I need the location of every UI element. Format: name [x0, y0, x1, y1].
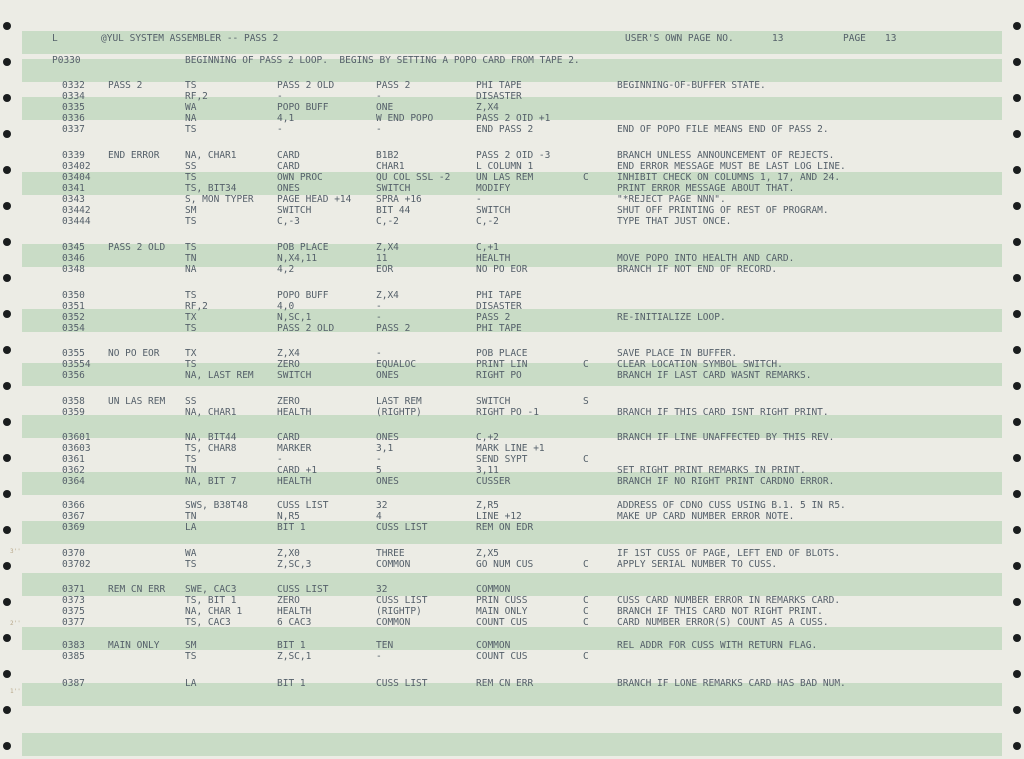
- address-field: C,-3: [277, 216, 300, 227]
- operand-field: C,-2: [376, 216, 399, 227]
- operand-field: CUSS LIST: [376, 678, 428, 689]
- operand-field: -: [376, 124, 382, 135]
- target-field: PHI TAPE: [476, 80, 522, 91]
- address-field: Z,X4: [277, 348, 300, 359]
- target-field: UN LAS REM: [476, 172, 534, 183]
- remark-comment: REL ADDR FOR CUSS WITH RETURN FLAG.: [617, 640, 818, 651]
- listing-line: [0, 522, 1024, 534]
- address-field: BIT 1: [277, 640, 306, 651]
- owner-page-label: USER'S OWN PAGE NO.: [625, 33, 734, 44]
- remark-comment: SAVE PLACE IN BUFFER.: [617, 348, 738, 359]
- operation: SS: [185, 161, 197, 172]
- line-number: 0371: [62, 584, 85, 595]
- listing-line: [0, 407, 1024, 419]
- target-field: PASS 2 OID +1: [476, 113, 551, 124]
- operand-field: 4: [376, 511, 382, 522]
- operation: TS: [185, 172, 197, 183]
- green-bar: [22, 733, 1002, 756]
- remark-comment: RE-INITIALIZE LOOP.: [617, 312, 726, 323]
- target-field: C,-2: [476, 216, 499, 227]
- listing-line: [0, 559, 1024, 571]
- target-field: Z,X4: [476, 102, 499, 113]
- target-field: Z,X5: [476, 548, 499, 559]
- line-number: 0361: [62, 454, 85, 465]
- line-number: 03404: [62, 172, 91, 183]
- remark-comment: INHIBIT CHECK ON COLUMNS 1, 17, AND 24.: [617, 172, 841, 183]
- location-tag: PASS 2 OLD: [108, 242, 166, 253]
- operand-field: THREE: [376, 548, 405, 559]
- address-field: CARD: [277, 150, 300, 161]
- operation: TS: [185, 216, 197, 227]
- operation: NA: [185, 113, 197, 124]
- operation: TS: [185, 242, 197, 253]
- line-number: 03603: [62, 443, 91, 454]
- address-field: CARD: [277, 432, 300, 443]
- target-field: PRINT LIN: [476, 359, 528, 370]
- address-field: BIT 1: [277, 522, 306, 533]
- address-field: -: [277, 91, 283, 102]
- operation: SS: [185, 396, 197, 407]
- address-field: SWITCH: [277, 370, 312, 381]
- target-field: RIGHT PO -1: [476, 407, 539, 418]
- target-field: C,+1: [476, 242, 499, 253]
- line-number: 03442: [62, 205, 91, 216]
- operation: WA: [185, 102, 197, 113]
- line-number: 03444: [62, 216, 91, 227]
- operation: TS: [185, 323, 197, 334]
- listing-line: [0, 476, 1024, 488]
- remark-comment: BRANCH IF NO RIGHT PRINT CARDNO ERROR.: [617, 476, 835, 487]
- line-number: 0343: [62, 194, 85, 205]
- target-field: CUSSER: [476, 476, 511, 487]
- line-number: 0383: [62, 640, 85, 651]
- operation: NA, CHAR1: [185, 407, 237, 418]
- location-tag: PASS 2: [108, 80, 143, 91]
- listing-line: [0, 216, 1024, 228]
- feed-hole: [3, 382, 11, 390]
- address-field: Z,SC,1: [277, 651, 312, 662]
- operand-field: 32: [376, 500, 388, 511]
- feed-hole: [1013, 418, 1021, 426]
- margin-mark: 2'': [10, 620, 21, 627]
- operand-field: BIT 44: [376, 205, 411, 216]
- remark-comment: MOVE POPO INTO HEALTH AND CARD.: [617, 253, 795, 264]
- operation: TS: [185, 454, 197, 465]
- feed-hole: [3, 670, 11, 678]
- owner-page-number: 13: [772, 33, 784, 44]
- target-field: -: [476, 194, 482, 205]
- line-number: 0385: [62, 651, 85, 662]
- address-field: SWITCH: [277, 205, 312, 216]
- line-number: 03402: [62, 161, 91, 172]
- flag-column: C: [583, 359, 589, 370]
- operation: TS: [185, 359, 197, 370]
- remark-comment: SET RIGHT PRINT REMARKS IN PRINT.: [617, 465, 806, 476]
- target-field: PHI TAPE: [476, 323, 522, 334]
- remark-comment: BRANCH IF LINE UNAFFECTED BY THIS REV.: [617, 432, 835, 443]
- line-number: 0375: [62, 606, 85, 617]
- operation: NA, CHAR 1: [185, 606, 243, 617]
- target-field: NO PO EOR: [476, 264, 528, 275]
- operand-field: ONES: [376, 432, 399, 443]
- operand-field: Z,X4: [376, 290, 399, 301]
- address-field: HEALTH: [277, 407, 312, 418]
- remark-comment: ADDRESS OF CDNO CUSS USING B.1. 5 IN R5.: [617, 500, 846, 511]
- flag-column: C: [583, 651, 589, 662]
- operation: WA: [185, 548, 197, 559]
- address-field: 4,2: [277, 264, 295, 275]
- address-field: ZERO: [277, 595, 300, 606]
- flag-column: C: [583, 595, 589, 606]
- line-number: 0377: [62, 617, 85, 628]
- operand-field: -: [376, 454, 382, 465]
- remark-comment: BRANCH IF LONE REMARKS CARD HAS BAD NUM.: [617, 678, 846, 689]
- feed-hole: [3, 742, 11, 750]
- target-field: Z,R5: [476, 500, 499, 511]
- operand-field: B1B2: [376, 150, 399, 161]
- address-field: OWN PROC: [277, 172, 323, 183]
- line-number: 0334: [62, 91, 85, 102]
- page-number: 13: [885, 33, 897, 44]
- address-field: HEALTH: [277, 476, 312, 487]
- address-field: -: [277, 124, 283, 135]
- operand-field: -: [376, 91, 382, 102]
- line-number: 0373: [62, 595, 85, 606]
- target-field: GO NUM CUS: [476, 559, 534, 570]
- remark-comment: PRINT ERROR MESSAGE ABOUT THAT.: [617, 183, 795, 194]
- line-number: 0337: [62, 124, 85, 135]
- target-field: PASS 2: [476, 312, 511, 323]
- operand-field: TEN: [376, 640, 394, 651]
- address-field: CUSS LIST: [277, 500, 329, 511]
- target-field: RIGHT PO: [476, 370, 522, 381]
- target-field: COUNT CUS: [476, 651, 528, 662]
- line-number: 0351: [62, 301, 85, 312]
- operation: TS: [185, 651, 197, 662]
- line-number: 0345: [62, 242, 85, 253]
- operand-field: -: [376, 312, 382, 323]
- line-number: 0352: [62, 312, 85, 323]
- location-tag: END ERROR: [108, 150, 160, 161]
- margin-mark: 1'': [10, 688, 21, 695]
- operation: NA, BIT 7: [185, 476, 237, 487]
- flag-column: C: [583, 606, 589, 617]
- line-number: 0367: [62, 511, 85, 522]
- address-field: PASS 2 OLD: [277, 323, 335, 334]
- line-number: 0387: [62, 678, 85, 689]
- operation: TN: [185, 253, 197, 264]
- operation: SM: [185, 205, 197, 216]
- operation: TS: [185, 124, 197, 135]
- feed-hole: [1013, 490, 1021, 498]
- operand-field: 3,1: [376, 443, 394, 454]
- feed-hole: [1013, 22, 1021, 30]
- target-field: SWITCH: [476, 396, 511, 407]
- remark-comment: BRANCH IF LAST CARD WASNT REMARKS.: [617, 370, 812, 381]
- operation: S, MON TYPER: [185, 194, 254, 205]
- operation: LA: [185, 678, 197, 689]
- remark-comment: CARD NUMBER ERROR(S) COUNT AS A CUSS.: [617, 617, 829, 628]
- operation: NA, BIT44: [185, 432, 237, 443]
- paragraph-comment: [0, 55, 1024, 67]
- address-field: BIT 1: [277, 678, 306, 689]
- target-field: POB PLACE: [476, 348, 528, 359]
- line-number: 03601: [62, 432, 91, 443]
- address-field: HEALTH: [277, 606, 312, 617]
- operation: TS: [185, 290, 197, 301]
- location-tag: MAIN ONLY: [108, 640, 160, 651]
- operand-field: LAST REM: [376, 396, 422, 407]
- flag-column: C: [583, 617, 589, 628]
- operand-field: (RIGHTP): [376, 606, 422, 617]
- target-field: MARK LINE +1: [476, 443, 545, 454]
- line-number: 0348: [62, 264, 85, 275]
- line-number: 0366: [62, 500, 85, 511]
- address-field: N,SC,1: [277, 312, 312, 323]
- operation: TS: [185, 559, 197, 570]
- remark-comment: BRANCH IF THIS CARD ISNT RIGHT PRINT.: [617, 407, 829, 418]
- operand-field: -: [376, 301, 382, 312]
- line-number: 0358: [62, 396, 85, 407]
- target-field: PHI TAPE: [476, 290, 522, 301]
- remark-comment: END OF POPO FILE MEANS END OF PASS 2.: [617, 124, 829, 135]
- operand-field: -: [376, 348, 382, 359]
- remark-comment: IF 1ST CUSS OF PAGE, LEFT END OF BLOTS.: [617, 548, 841, 559]
- flag-column: C: [583, 559, 589, 570]
- target-field: L COLUMN 1: [476, 161, 534, 172]
- listing-line: [0, 323, 1024, 335]
- remark-comment: BEGINNING-OF-BUFFER STATE.: [617, 80, 766, 91]
- operation: TX: [185, 312, 197, 323]
- operation: TS, BIT 1: [185, 595, 237, 606]
- line-number: 0364: [62, 476, 85, 487]
- operand-field: EOR: [376, 264, 394, 275]
- line-number: 0336: [62, 113, 85, 124]
- listing-line: [0, 370, 1024, 382]
- address-field: ZERO: [277, 359, 300, 370]
- remark-comment: "*REJECT PAGE NNN".: [617, 194, 726, 205]
- operation: TS: [185, 80, 197, 91]
- address-field: POPO BUFF: [277, 290, 329, 301]
- line-number: 0362: [62, 465, 85, 476]
- target-field: SEND SYPT: [476, 454, 528, 465]
- line-number: 0332: [62, 80, 85, 91]
- page-header: [0, 33, 1024, 45]
- listing-line: [0, 651, 1024, 663]
- address-field: CUSS LIST: [277, 584, 329, 595]
- line-number: 0355: [62, 348, 85, 359]
- address-field: POPO BUFF: [277, 102, 329, 113]
- operand-field: Z,X4: [376, 242, 399, 253]
- operand-field: ONE: [376, 102, 394, 113]
- target-field: REM CN ERR: [476, 678, 534, 689]
- address-field: Z,SC,3: [277, 559, 312, 570]
- address-field: CARD +1: [277, 465, 318, 476]
- operation: TN: [185, 511, 197, 522]
- line-number: 0359: [62, 407, 85, 418]
- assembler-title: @YUL SYSTEM ASSEMBLER -- PASS 2: [101, 33, 279, 44]
- address-field: ONES: [277, 183, 300, 194]
- operation: NA, LAST REM: [185, 370, 254, 381]
- line-number: 0369: [62, 522, 85, 533]
- operand-field: CUSS LIST: [376, 522, 428, 533]
- listing-line: [0, 264, 1024, 276]
- target-field: MAIN ONLY: [476, 606, 528, 617]
- operand-field: PASS 2: [376, 80, 411, 91]
- remark-comment: APPLY SERIAL NUMBER TO CUSS.: [617, 559, 778, 570]
- operation: TN: [185, 465, 197, 476]
- location-tag: NO PO EOR: [108, 348, 160, 359]
- feed-hole: [1013, 382, 1021, 390]
- page-label: PAGE: [843, 33, 866, 44]
- operand-field: SWITCH: [376, 183, 411, 194]
- operation: SM: [185, 640, 197, 651]
- address-field: 4,0: [277, 301, 295, 312]
- operand-field: EQUALOC: [376, 359, 417, 370]
- operand-field: 11: [376, 253, 388, 264]
- operand-field: 5: [376, 465, 382, 476]
- line-number: 03702: [62, 559, 91, 570]
- listing-line: [0, 124, 1024, 136]
- target-field: C,+2: [476, 432, 499, 443]
- flag-column: C: [583, 454, 589, 465]
- target-field: COMMON: [476, 640, 511, 651]
- operand-field: CHAR1: [376, 161, 405, 172]
- feed-hole: [1013, 706, 1021, 714]
- operation: RF,2: [185, 301, 208, 312]
- remark-comment: BRANCH IF THIS CARD NOT RIGHT PRINT.: [617, 606, 823, 617]
- remark-comment: CUSS CARD NUMBER ERROR IN REMARKS CARD.: [617, 595, 841, 606]
- line-number: 0354: [62, 323, 85, 334]
- target-field: REM ON EDR: [476, 522, 534, 533]
- line-number: 0350: [62, 290, 85, 301]
- paragraph-text: BEGINNING OF PASS 2 LOOP. BEGINS BY SETTING A POPO CARD FROM TAPE 2.: [185, 55, 580, 66]
- feed-hole: [3, 490, 11, 498]
- feed-hole: [1013, 670, 1021, 678]
- feed-hole: [3, 418, 11, 426]
- remark-comment: BRANCH IF NOT END OF RECORD.: [617, 264, 778, 275]
- operation: SWE, CAC3: [185, 584, 237, 595]
- operation: TX: [185, 348, 197, 359]
- operand-field: SPRA +16: [376, 194, 422, 205]
- listing-line: [0, 678, 1024, 690]
- remark-comment: SHUT OFF PRINTING OF REST OF PROGRAM.: [617, 205, 829, 216]
- operation: TS, CHAR8: [185, 443, 237, 454]
- line-number: 0346: [62, 253, 85, 264]
- operation: SWS, B38T48: [185, 500, 248, 511]
- feed-hole: [3, 706, 11, 714]
- operand-field: (RIGHTP): [376, 407, 422, 418]
- target-field: DISASTER: [476, 91, 522, 102]
- address-field: PASS 2 OLD: [277, 80, 335, 91]
- flag-column: C: [583, 172, 589, 183]
- header-mark: L: [52, 33, 58, 44]
- address-field: N,X4,11: [277, 253, 318, 264]
- remark-comment: MAKE UP CARD NUMBER ERROR NOTE.: [617, 511, 795, 522]
- target-field: SWITCH: [476, 205, 511, 216]
- line-number: 03554: [62, 359, 91, 370]
- line-number: 0335: [62, 102, 85, 113]
- target-field: PRIN CUSS: [476, 595, 528, 606]
- target-field: COUNT CUS: [476, 617, 528, 628]
- margin-mark: 3'': [10, 548, 21, 555]
- feed-hole: [3, 22, 11, 30]
- remark-comment: BRANCH UNLESS ANNOUNCEMENT OF REJECTS.: [617, 150, 835, 161]
- listing-line: [0, 617, 1024, 629]
- operand-field: QU COL SSL -2: [376, 172, 451, 183]
- operation: RF,2: [185, 91, 208, 102]
- address-field: -: [277, 454, 283, 465]
- target-field: DISASTER: [476, 301, 522, 312]
- remark-comment: END ERROR MESSAGE MUST BE LAST LOG LINE.: [617, 161, 846, 172]
- target-field: LINE +12: [476, 511, 522, 522]
- operand-field: COMMON: [376, 617, 411, 628]
- target-field: COMMON: [476, 584, 511, 595]
- operation: NA, CHAR1: [185, 150, 237, 161]
- target-field: 3,11: [476, 465, 499, 476]
- address-field: CARD: [277, 161, 300, 172]
- location-tag: REM CN ERR: [108, 584, 166, 595]
- line-number: 0356: [62, 370, 85, 381]
- target-field: MODIFY: [476, 183, 511, 194]
- flag-column: S: [583, 396, 589, 407]
- address-field: N,R5: [277, 511, 300, 522]
- operation: NA: [185, 264, 197, 275]
- address-field: POB PLACE: [277, 242, 329, 253]
- operand-field: ONES: [376, 370, 399, 381]
- operation: TS, CAC3: [185, 617, 231, 628]
- operand-field: PASS 2: [376, 323, 411, 334]
- address-field: Z,X0: [277, 548, 300, 559]
- target-field: END PASS 2: [476, 124, 534, 135]
- remark-comment: CLEAR LOCATION SYMBOL SWITCH.: [617, 359, 783, 370]
- operand-field: -: [376, 651, 382, 662]
- line-number: 0339: [62, 150, 85, 161]
- feed-hole: [1013, 742, 1021, 750]
- operand-field: CUSS LIST: [376, 595, 428, 606]
- operation: TS, BIT34: [185, 183, 237, 194]
- operand-field: COMMON: [376, 559, 411, 570]
- target-field: HEALTH: [476, 253, 511, 264]
- line-number: 0370: [62, 548, 85, 559]
- address-field: PAGE HEAD +14: [277, 194, 352, 205]
- operand-field: W END POPO: [376, 113, 434, 124]
- address-field: 6 CAC3: [277, 617, 312, 628]
- address-field: ZERO: [277, 396, 300, 407]
- address-field: MARKER: [277, 443, 312, 454]
- operand-field: ONES: [376, 476, 399, 487]
- remark-comment: TYPE THAT JUST ONCE.: [617, 216, 732, 227]
- paragraph-id: P0330: [52, 55, 81, 66]
- line-number: 0341: [62, 183, 85, 194]
- location-tag: UN LAS REM: [108, 396, 166, 407]
- address-field: 4,1: [277, 113, 295, 124]
- target-field: PASS 2 OID -3: [476, 150, 551, 161]
- operation: LA: [185, 522, 197, 533]
- operand-field: 32: [376, 584, 388, 595]
